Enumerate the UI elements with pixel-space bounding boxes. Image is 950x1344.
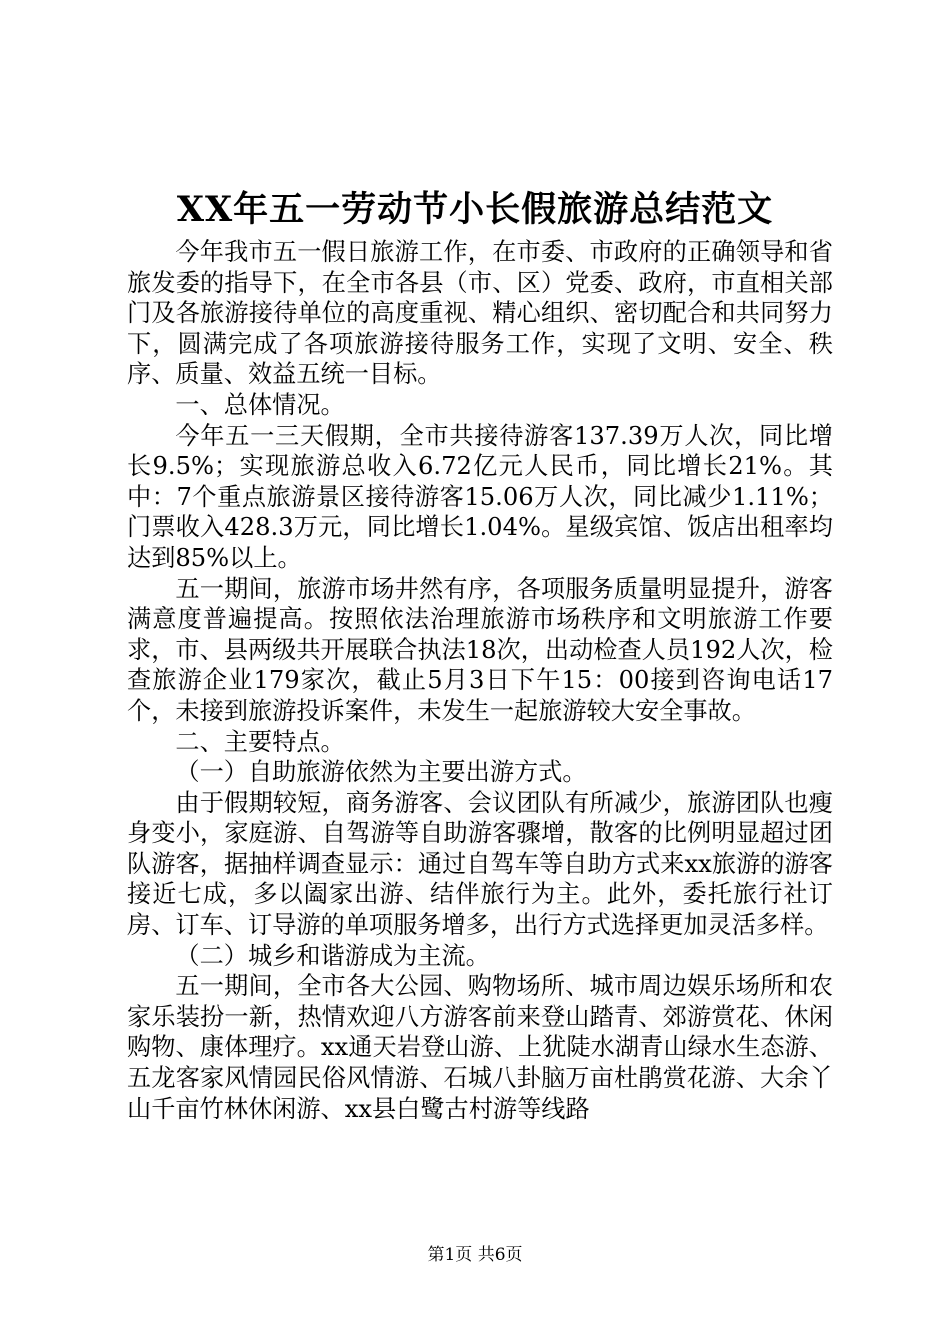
paragraph: 由于假期较短，商务游客、会议团队有所减少，旅游团队也瘦身变小，家庭游、自驾游等自助游客骤增，散客的比例明显超过团队游客，据抽样调查显示：通过自驾车等自助方式来xx旅游的游客接近七成，多以阖家出游、结伴旅行为主。此外，委托旅行社订房、订车、订导游的单项服务增多，出行方式选择更加灵活多样。 <box>127 788 833 940</box>
subsection-heading: （一）自助旅游依然为主要出游方式。 <box>175 758 587 787</box>
section-heading: 二、主要特点。 <box>175 727 345 756</box>
subsection-heading: （二）城乡和谐游成为主流。 <box>175 941 490 970</box>
paragraph: 五一期间，旅游市场井然有序，各项服务质量明显提升，游客满意度普遍提高。按照依法治理旅游市场秩序和文明旅游工作要求，市、县两级共开展联合执法18次，出动检查人员192人次，检查旅游企业179家次，截止5月3日下午15：00接到咨询电话17个，未接到旅游投诉案件，未发生一起旅游较大安全事故。 <box>127 574 833 725</box>
page-footer: 第1页 共6页 <box>427 1245 523 1265</box>
paragraph: 今年我市五一假日旅游工作，在市委、市政府的正确领导和省旅发委的指导下，在全市各县（市、区）党委、政府，市直相关部门及各旅游接待单位的高度重视、精心组织、密切配合和共同努力下，圆满完成了各项旅游接待服务工作，实现了文明、安全、秩序、质量、效益五统一目标。 <box>127 238 833 389</box>
paragraph: 五一期间，全市各大公园、购物场所、城市周边娱乐场所和农家乐装扮一新，热情欢迎八方游客前来登山踏青、郊游赏花、休闲购物、康体理疗。xx通天岩登山游、上犹陡水湖青山绿水生态游、五龙客家风情园民俗风情游、石城八卦脑万亩杜鹃赏花游、大余丫山千亩竹林休闲游、xx县白鹭古村游等线路 <box>127 972 833 1123</box>
section-heading: 一、总体情况。 <box>175 390 345 419</box>
document-title: XX年五一劳动节小长假旅游总结范文 <box>176 189 774 230</box>
document-body <box>127 237 833 1124</box>
paragraph: 今年五一三天假期，全市共接待游客137.39万人次，同比增长9.5%；实现旅游总收入6.72亿元人民币，同比增长21%。其中：7个重点旅游景区接待游客15.06万人次，同比减少1.11%；门票收入428.3万元，同比增长1.04%。星级宾馆、饭店出租率均达到85%以上。 <box>127 421 833 572</box>
